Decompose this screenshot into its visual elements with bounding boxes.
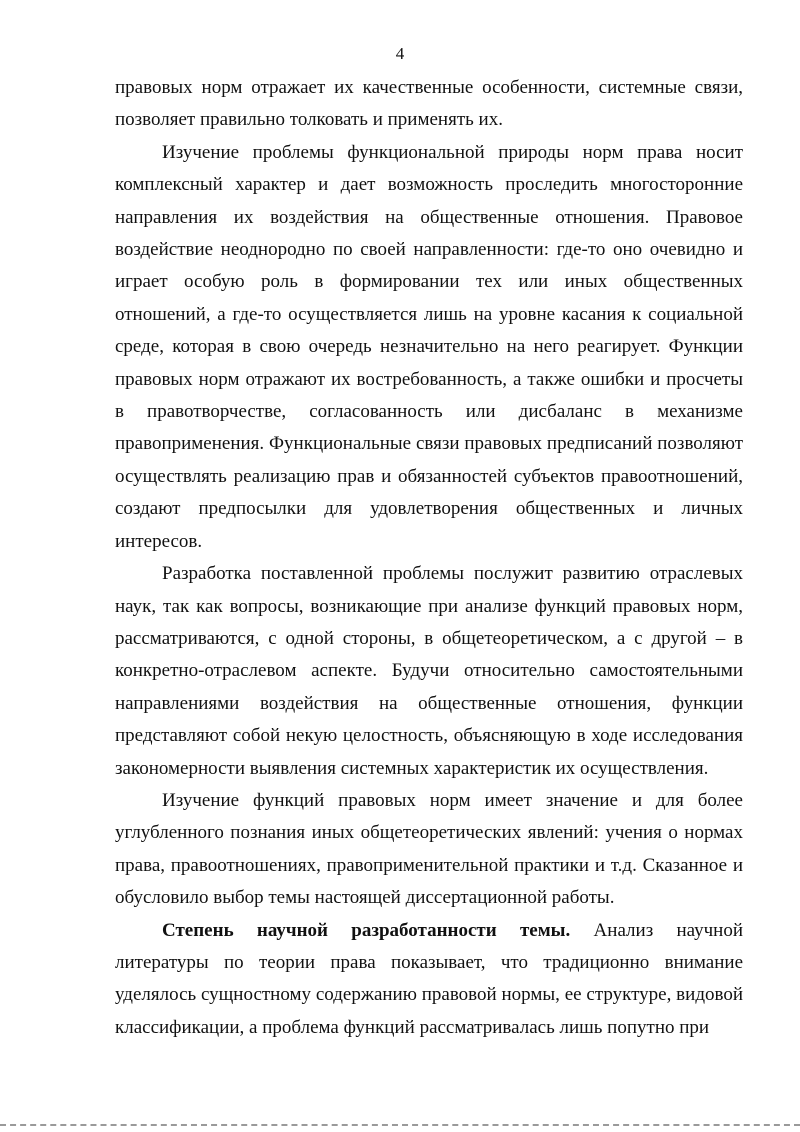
- paragraph-4: Изучение функций правовых норм имеет значение и для более углубленного познания иных общетеоретических явлений: учения о нормах права, правоотношениях, правоприменительной практики и т.д. Сказанное и обусловило выбор темы настоящей диссертационной работы.: [115, 789, 743, 909]
- paragraph-1: правовых норм отражает их качественные особенности, системные связи, позволяет правильно толковать и применять их.: [115, 77, 743, 131]
- paragraph-5-text: Анализ научной литературы по теории права показывает, что традиционно внимание уделялось сущностному содержанию правовой нормы, ее структуре, видовой классификации, а проблема функций рассматривалась лишь попутно при: [115, 919, 744, 1038]
- section-heading: Степень научной разработанности темы.: [162, 919, 571, 941]
- paragraph-2: Изучение проблемы функциональной природы норм права носит комплексный характер и дает возможность проследить многосторонние направления их воздействия на общественные отношения. Правовое воздействие неоднородно по своей направленности: где-то оно очевидно и играет особую роль в формировании тех или иных общественных отношений, а где-то осуществляется лишь на уровне касания к социальной среде, которая в свою очередь незначительно на него реагирует. Функции правовых норм отражают их востребованность, а также ошибки и просчеты в правотворчестве, согласованность или дисбаланс в механизме правоприменения. Функциональные связи правовых предписаний позволяют осуществлять реализацию прав и обязанностей субъектов правоотношений, создают предпосылки для удовлетворения общественных и личных интересов.: [115, 141, 743, 552]
- paragraph-3: Разработка поставленной проблемы послужит развитию отраслевых наук, так как вопросы, возникающие при анализе функций правовых норм, рассматриваются, с одной стороны, в общетеоретическом, а с другой – в конкретно-отраслевом аспекте. Будучи относительно самостоятельными направлениями воздействия на общественные отношения, функции представляют собой некую целостность, объясняющую в ходе исследования закономерности выявления системных характеристик их осуществления.: [115, 563, 743, 779]
- page-number: 4: [395, 44, 405, 63]
- body-text: [115, 72, 743, 1044]
- page-bottom-border: [0, 1124, 800, 1126]
- paragraph-5: [115, 915, 743, 1045]
